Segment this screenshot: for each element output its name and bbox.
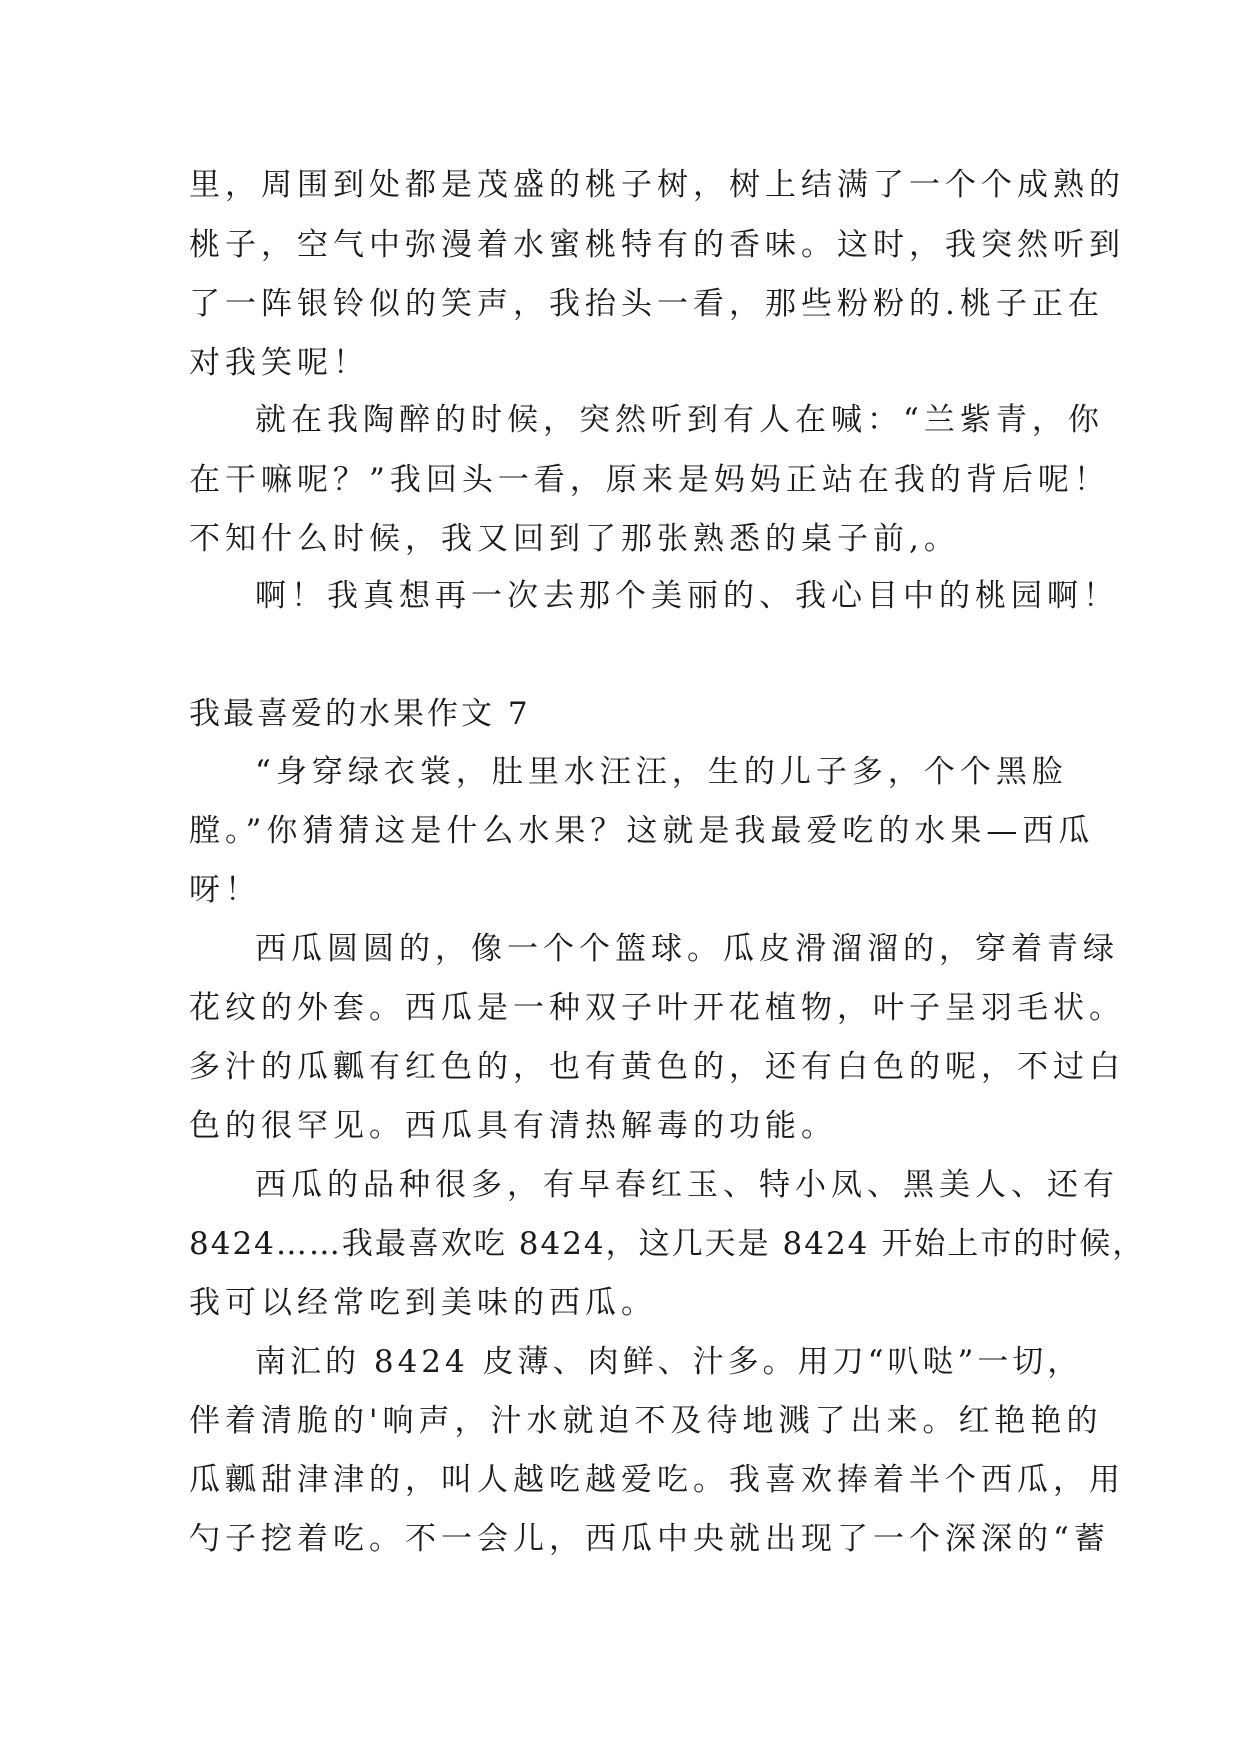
text-line: 西瓜圆圆的，像一个个篮球。瓜皮滑溜溜的，穿着青绿 (255, 931, 1119, 967)
text-line: 桃子，空气中弥漫着水蜜桃特有的香味。这时，我突然听到 (189, 227, 1125, 263)
text-line: 花纹的外套。西瓜是一种双子叶开花植物，叶子呈羽毛状。 (189, 990, 1125, 1026)
text-line: 8424……我最喜欢吃 8424，这几天是 8424 开始上市的时候， (189, 1226, 1146, 1262)
text-line: 多汁的瓜瓤有红色的，也有黄色的，还有白色的呢，不过白 (189, 1049, 1125, 1085)
text-line: 我可以经常吃到美味的西瓜。 (189, 1285, 657, 1321)
text-line: 就在我陶醉的时候，突然听到有人在喊：“兰紫青，你 (255, 402, 1104, 438)
text-line: 勺子挖着吃。不一会儿，西瓜中央就出现了一个深深的“蓄 (189, 1521, 1110, 1557)
text-line: 不知什么时候，我又回到了那张熟悉的桌子前,。 (189, 521, 960, 557)
text-line: 啊！我真想再一次去那个美丽的、我心目中的桃园啊！ (255, 578, 1119, 614)
text-line: 呀！ (189, 872, 261, 908)
text-line: 伴着清脆的'响声，汁水就迫不及待地溅了出来。红艳艳的 (189, 1403, 1103, 1439)
text-line: 瓜瓤甜津津的，叫人越吃越爱吃。我喜欢捧着半个西瓜，用 (189, 1462, 1125, 1498)
text-line: “身穿绿衣裳，肚里水汪汪，生的儿子多，个个黑脸 (255, 754, 1068, 790)
text-line: 对我笑呢！ (189, 345, 369, 381)
section-title: 我最喜爱的水果作文 7 (189, 696, 531, 732)
text-line: 南汇的 8424 皮薄、肉鲜、汁多。用刀“叭哒”一切， (255, 1344, 1083, 1380)
text-line: 在干嘛呢？”我回头一看，原来是妈妈正站在我的背后呢！ (189, 462, 1110, 498)
text-line: 膛。”你猜猜这是什么水果？这就是我最爱吃的水果—西瓜 (189, 813, 1095, 849)
text-line: 西瓜的品种很多，有早春红玉、特小凤、黑美人、还有 (255, 1167, 1119, 1203)
text-line: 了一阵银铃似的笑声，我抬头一看，那些粉粉的.桃子正在 (189, 286, 1104, 322)
text-line: 里，周围到处都是茂盛的桃子树，树上结满了一个个成熟的 (189, 167, 1125, 203)
text-line: 色的很罕见。西瓜具有清热解毒的功能。 (189, 1108, 837, 1144)
